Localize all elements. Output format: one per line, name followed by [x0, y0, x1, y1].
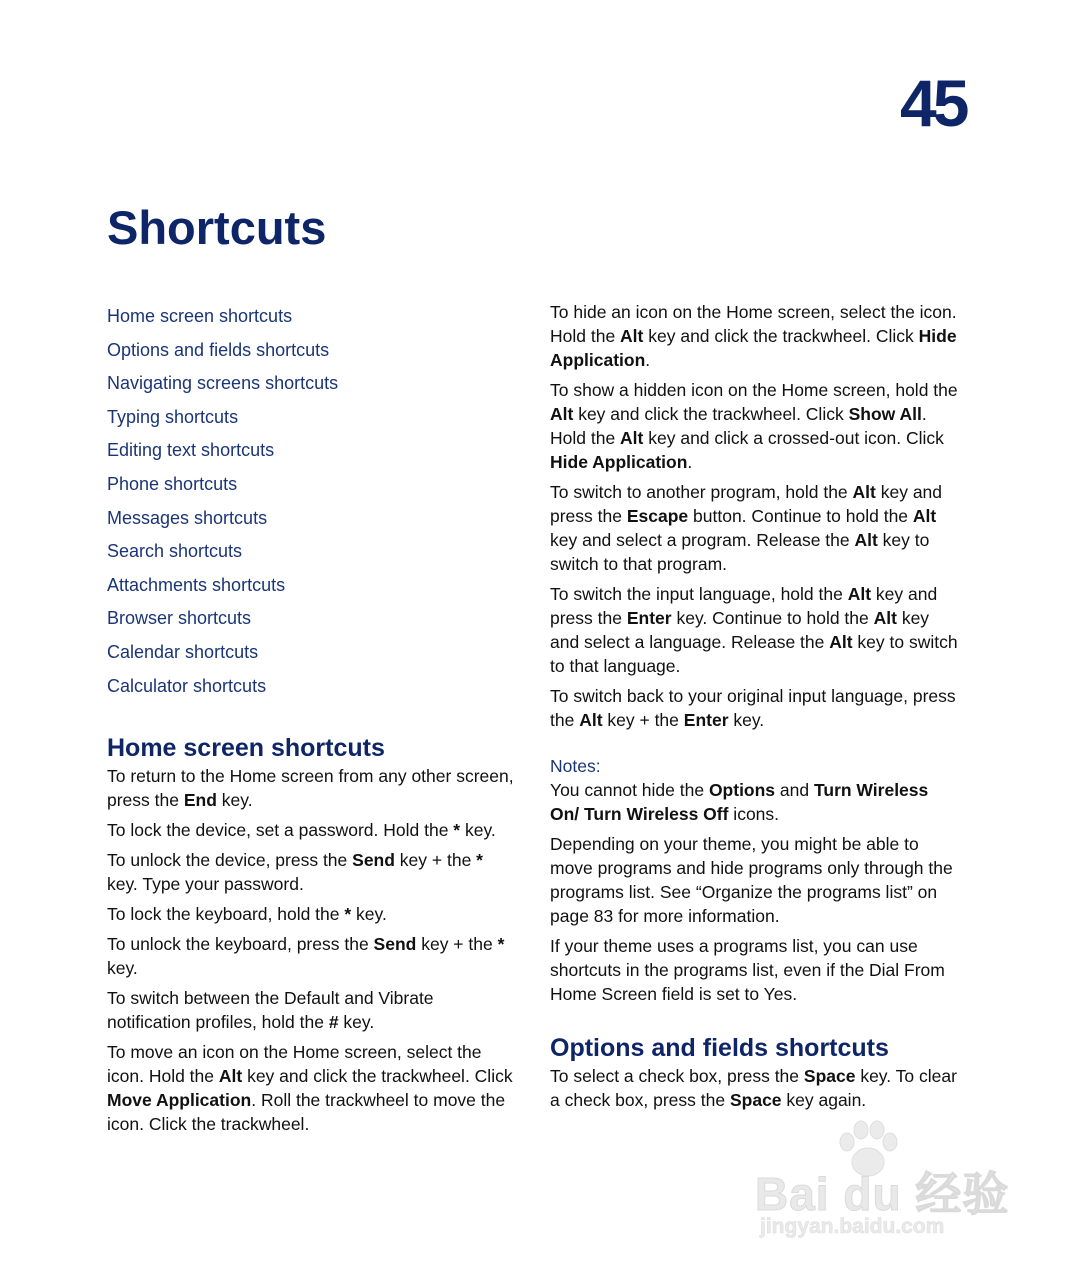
bold-term: Alt — [620, 326, 644, 346]
toc-link[interactable]: Messages shortcuts — [107, 507, 268, 528]
bold-term: Alt — [847, 584, 872, 604]
body-paragraph: To unlock the device, press the Send key + the * key. Type your password. — [107, 850, 483, 895]
bold-term: Alt — [852, 482, 876, 502]
bold-term: Space — [803, 1066, 856, 1086]
home-section-body-left — [107, 764, 517, 1136]
body-paragraph: To lock the device, set a password. Hold the * key. — [107, 820, 496, 841]
body-paragraph: To unlock the keyboard, press the Send key + the * key. — [107, 934, 505, 979]
bold-term: Escape — [626, 506, 689, 526]
bold-term: Hide Application — [550, 326, 957, 370]
bold-term: Show All — [848, 404, 922, 424]
toc-link[interactable]: Navigating screens shortcuts — [107, 373, 339, 394]
watermark-text: Bai du 经验 — [755, 1168, 1010, 1220]
left-column — [107, 300, 517, 1142]
bold-term: Alt — [550, 404, 574, 424]
body-paragraph: To select a check box, press the Space key. To clear a check box, press the Space key again. — [550, 1066, 957, 1110]
toc-link[interactable]: Phone shortcuts — [107, 473, 238, 494]
toc-link[interactable]: Search shortcuts — [107, 541, 243, 562]
home-section-body-right — [550, 300, 962, 732]
bold-term: End — [183, 790, 217, 811]
bold-term: * — [344, 904, 352, 925]
bold-term: Enter — [683, 710, 729, 730]
bold-term: Send — [352, 850, 395, 871]
bold-term: * — [497, 934, 505, 955]
bold-term: Alt — [620, 428, 644, 448]
toc-link[interactable]: Attachments shortcuts — [107, 574, 286, 595]
body-paragraph: To show a hidden icon on the Home screen, hold the Alt key and click the trackwheel. Click Show All. Hold the Alt key and click a crossed-out icon. Click Hide Application. — [550, 380, 958, 472]
body-paragraph: To return to the Home screen from any other screen, press the End key. — [107, 766, 514, 811]
right-column — [550, 300, 962, 1118]
body-paragraph: To hide an icon on the Home screen, select the icon. Hold the Alt key and click the trackwheel. Click Hide Application. — [550, 302, 957, 370]
bold-term: Hide Application — [550, 452, 688, 472]
bold-term: Alt — [854, 530, 878, 550]
options-fields-shortcuts-heading: Options and fields shortcuts — [550, 1034, 889, 1062]
note-paragraph: If your theme uses a programs list, you can use shortcuts in the programs list, even if the Dial From Home Screen field is set to Yes. — [550, 936, 945, 1004]
bold-term: Alt — [912, 506, 937, 526]
bold-term: Options — [708, 780, 776, 800]
body-paragraph: To switch between the Default and Vibrate notification profiles, hold the # key. — [107, 988, 434, 1033]
bold-term: Alt — [218, 1066, 243, 1087]
watermark-url: jingyan.baidu.com — [760, 1215, 945, 1238]
bold-term: Alt — [829, 632, 853, 652]
bold-term: Enter — [626, 608, 672, 628]
notes-label: Notes: — [550, 756, 601, 776]
toc-link[interactable]: Editing text shortcuts — [107, 440, 275, 461]
bold-term: Move Application — [107, 1090, 252, 1111]
toc-link[interactable]: Options and fields shortcuts — [107, 339, 330, 360]
body-paragraph: To move an icon on the Home screen, select the icon. Hold the Alt key and click the trackwheel. Click Move Application. Roll the trackwheel to move the icon. Click the trackwheel. — [107, 1042, 513, 1135]
toc-link[interactable]: Home screen shortcuts — [107, 306, 293, 326]
toc-link[interactable]: Calendar shortcuts — [107, 641, 259, 662]
baidu-jingyan-watermark — [755, 1120, 1010, 1240]
page-number: 45 — [900, 66, 966, 140]
chapter-contents-list — [107, 300, 517, 703]
bold-term: * — [453, 820, 461, 841]
toc-link[interactable]: Browser shortcuts — [107, 608, 252, 629]
note-paragraph: You cannot hide the Options and Turn Wireless On/ Turn Wireless Off icons. — [550, 780, 929, 824]
body-paragraph: To switch the input language, hold the Alt key and press the Enter key. Continue to hold the Alt key and select a language. Release the Alt key to switch to that language. — [550, 584, 958, 676]
note-paragraph: Depending on your theme, you might be able to move programs and hide programs only through the programs list. See “Organize the programs list” on page 83 for more information. — [550, 834, 953, 926]
notes-body — [550, 778, 962, 1006]
home-screen-shortcuts-heading: Home screen shortcuts — [107, 734, 385, 763]
bold-term: Alt — [873, 608, 897, 628]
body-paragraph: To switch back to your original input language, press the Alt key + the Enter key. — [550, 686, 956, 730]
bold-term: Turn Wireless On/ Turn Wireless Off — [550, 780, 929, 824]
body-paragraph: To lock the keyboard, hold the * key. — [107, 904, 387, 925]
toc-link[interactable]: Typing shortcuts — [107, 406, 239, 427]
body-paragraph: To switch to another program, hold the Alt key and press the Escape button. Continue to hold the Alt key and select a program. Release the Alt key to switch to that program. — [550, 482, 943, 574]
bold-term: Space — [729, 1090, 782, 1110]
bold-term: * — [476, 850, 483, 871]
options-section-body — [550, 1064, 962, 1112]
bold-term: Alt — [579, 710, 603, 730]
page-title: Shortcuts — [107, 201, 327, 254]
bold-term: Send — [373, 934, 417, 955]
bold-term: # — [328, 1012, 339, 1033]
toc-link[interactable]: Calculator shortcuts — [107, 675, 267, 696]
